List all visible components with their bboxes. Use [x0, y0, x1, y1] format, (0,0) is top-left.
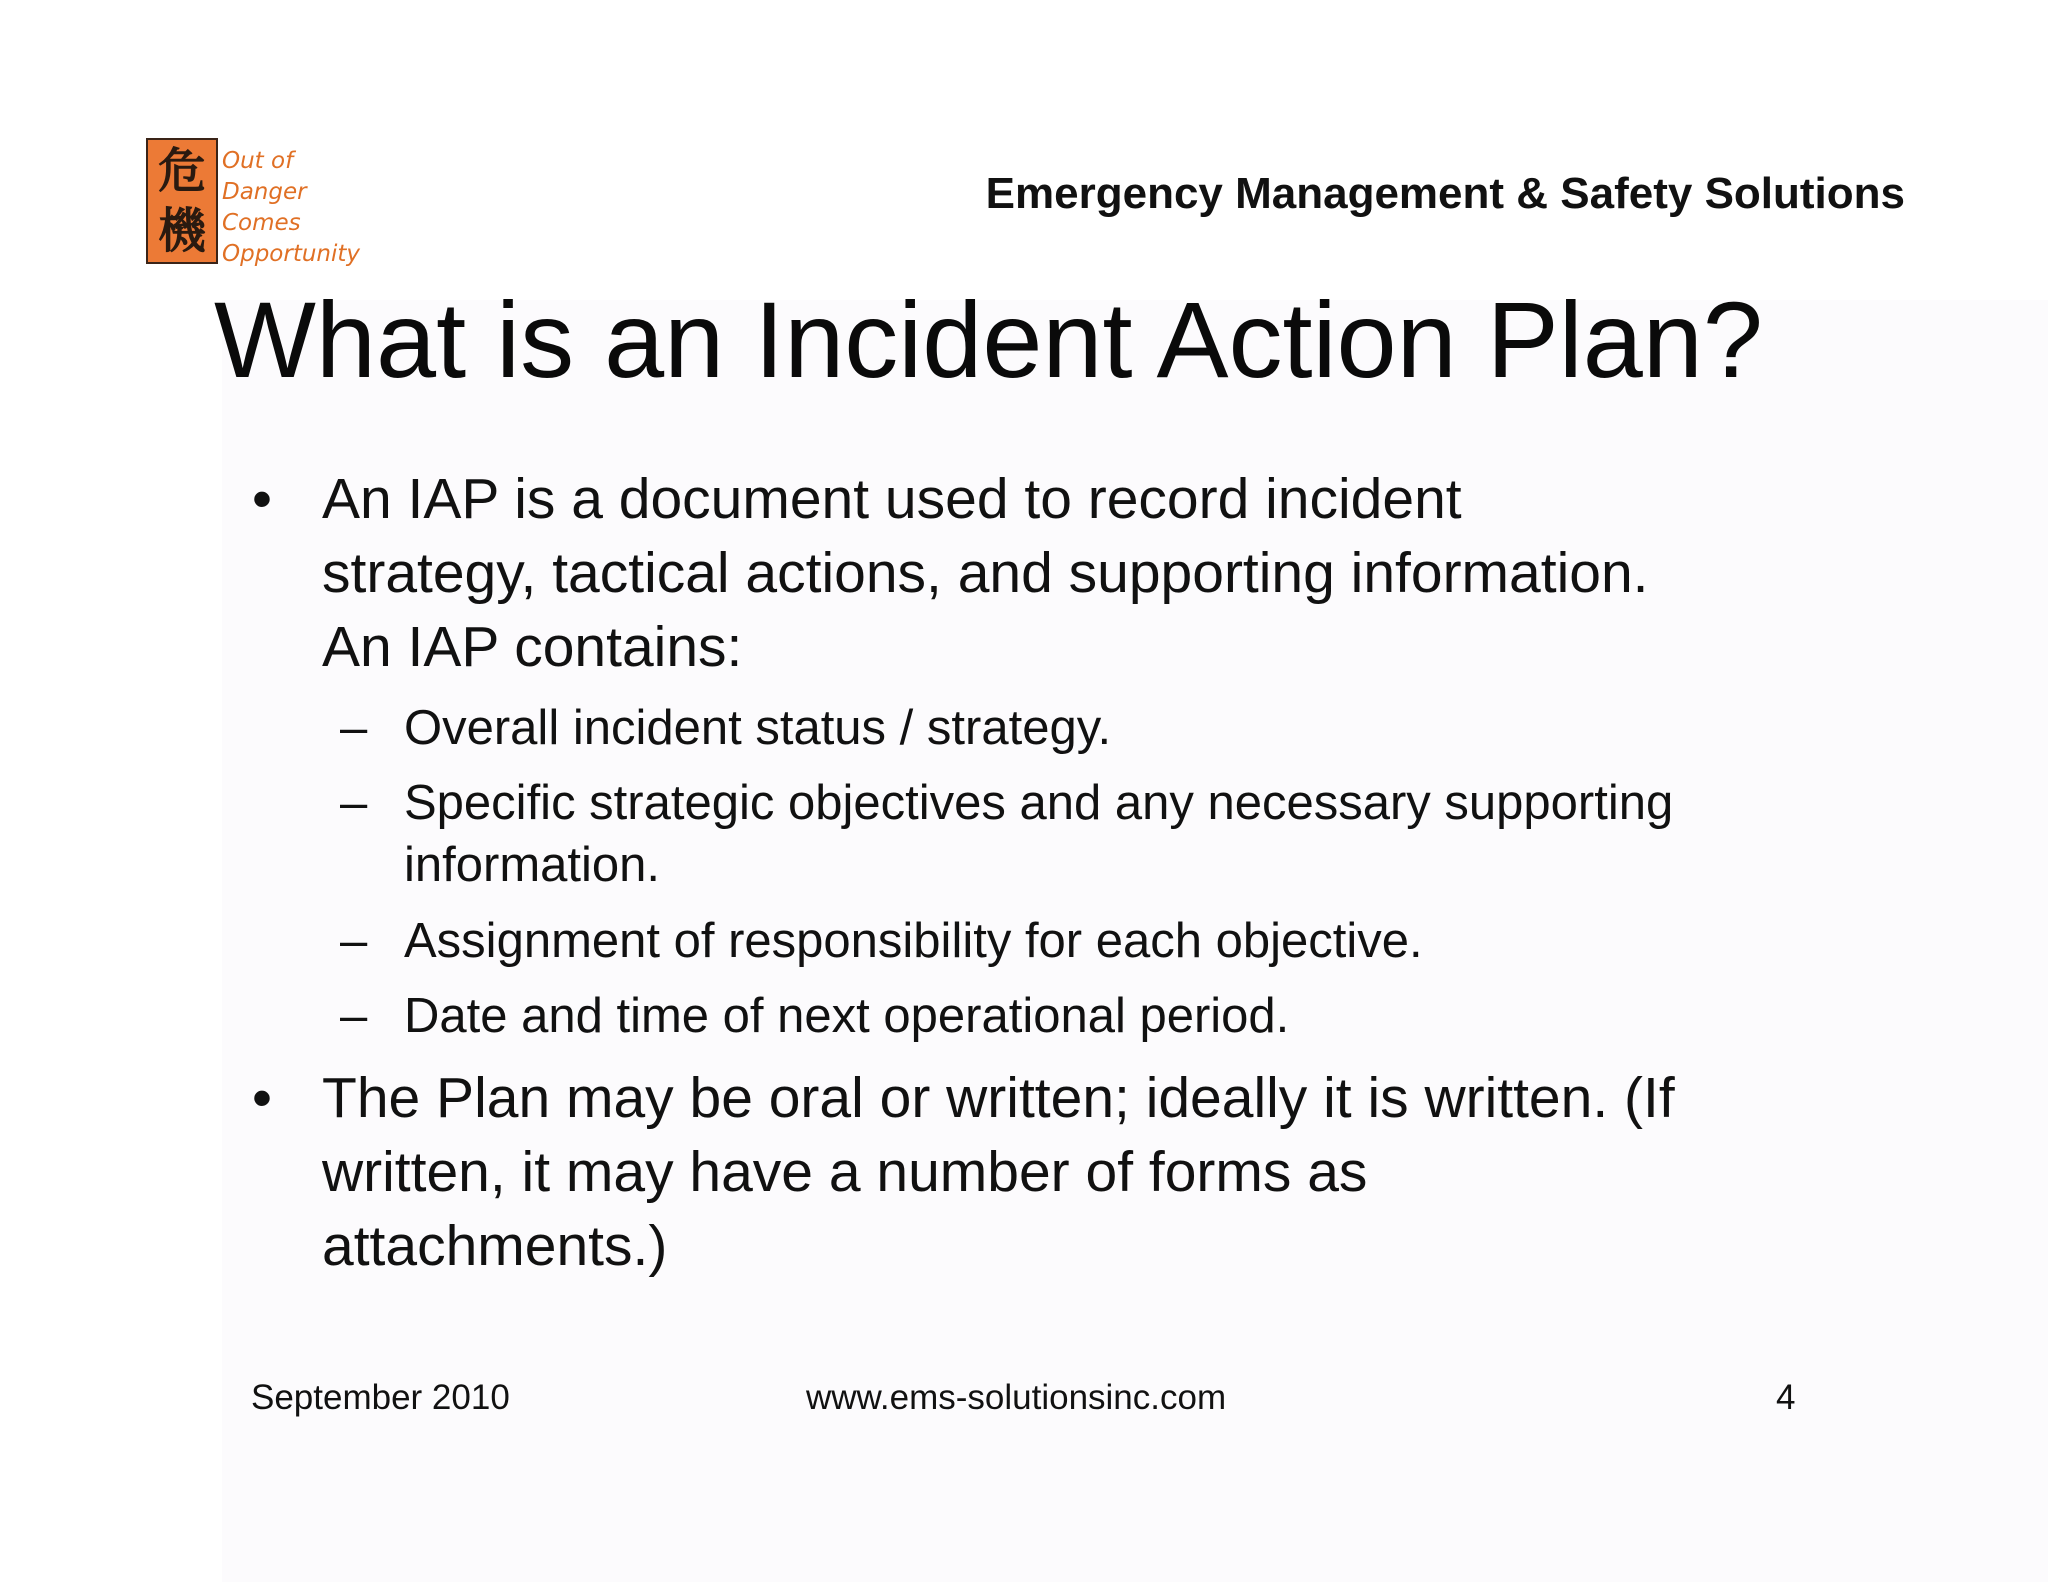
bullet-line: An IAP contains: [322, 615, 743, 679]
motto-line: Out of [222, 148, 294, 174]
motto-line: Danger [222, 179, 307, 205]
bullet-line: written, it may have a number of forms as [322, 1140, 1368, 1204]
bullet-line: strategy, tactical actions, and supporting information. [322, 541, 1649, 605]
sub-bullet-item [340, 697, 1884, 759]
bullet-line: An IAP is a document used to record incident [322, 467, 1462, 531]
bullet-item [252, 462, 1882, 684]
sub-bullet-line: information. [404, 838, 661, 892]
motto-line: Comes [222, 210, 301, 236]
company-name: Emergency Management & Safety Solutions [985, 169, 1905, 218]
sub-bullet-item [340, 910, 1884, 972]
sub-bullet-line: Specific strategic objectives and any necessary supporting [404, 776, 1674, 830]
logo-character-opportunity: 機 [157, 203, 206, 259]
logo-character-danger: 危 [157, 143, 206, 199]
logo-motto [222, 146, 360, 270]
bullet-item [252, 1061, 1882, 1283]
sub-bullet-marker: – [340, 989, 368, 1043]
footer-date: September 2010 [251, 1378, 510, 1417]
bullet-line: attachments.) [322, 1214, 668, 1278]
sub-bullet-marker: – [340, 701, 368, 755]
sub-bullet-line: Assignment of responsibility for each objective. [404, 914, 1423, 968]
footer-url: www.ems-solutionsinc.com [806, 1378, 1227, 1417]
sub-bullet-item [340, 985, 1884, 1047]
company-logo [146, 138, 218, 264]
bullet-marker: • [252, 467, 272, 531]
page-number: 4 [1776, 1378, 1796, 1417]
bullet-line: The Plan may be oral or written; ideally it is written. (If [322, 1066, 1675, 1130]
bullet-marker: • [252, 1066, 272, 1130]
sub-bullet-marker: – [340, 914, 368, 968]
sub-bullet-line: Date and time of next operational period. [404, 989, 1290, 1043]
sub-bullet-marker: – [340, 776, 368, 830]
sub-bullet-line: Overall incident status / strategy. [404, 701, 1112, 755]
slide-title: What is an Incident Action Plan? [214, 279, 1763, 400]
sub-bullet-item [340, 772, 1884, 896]
motto-line: Opportunity [222, 241, 361, 267]
